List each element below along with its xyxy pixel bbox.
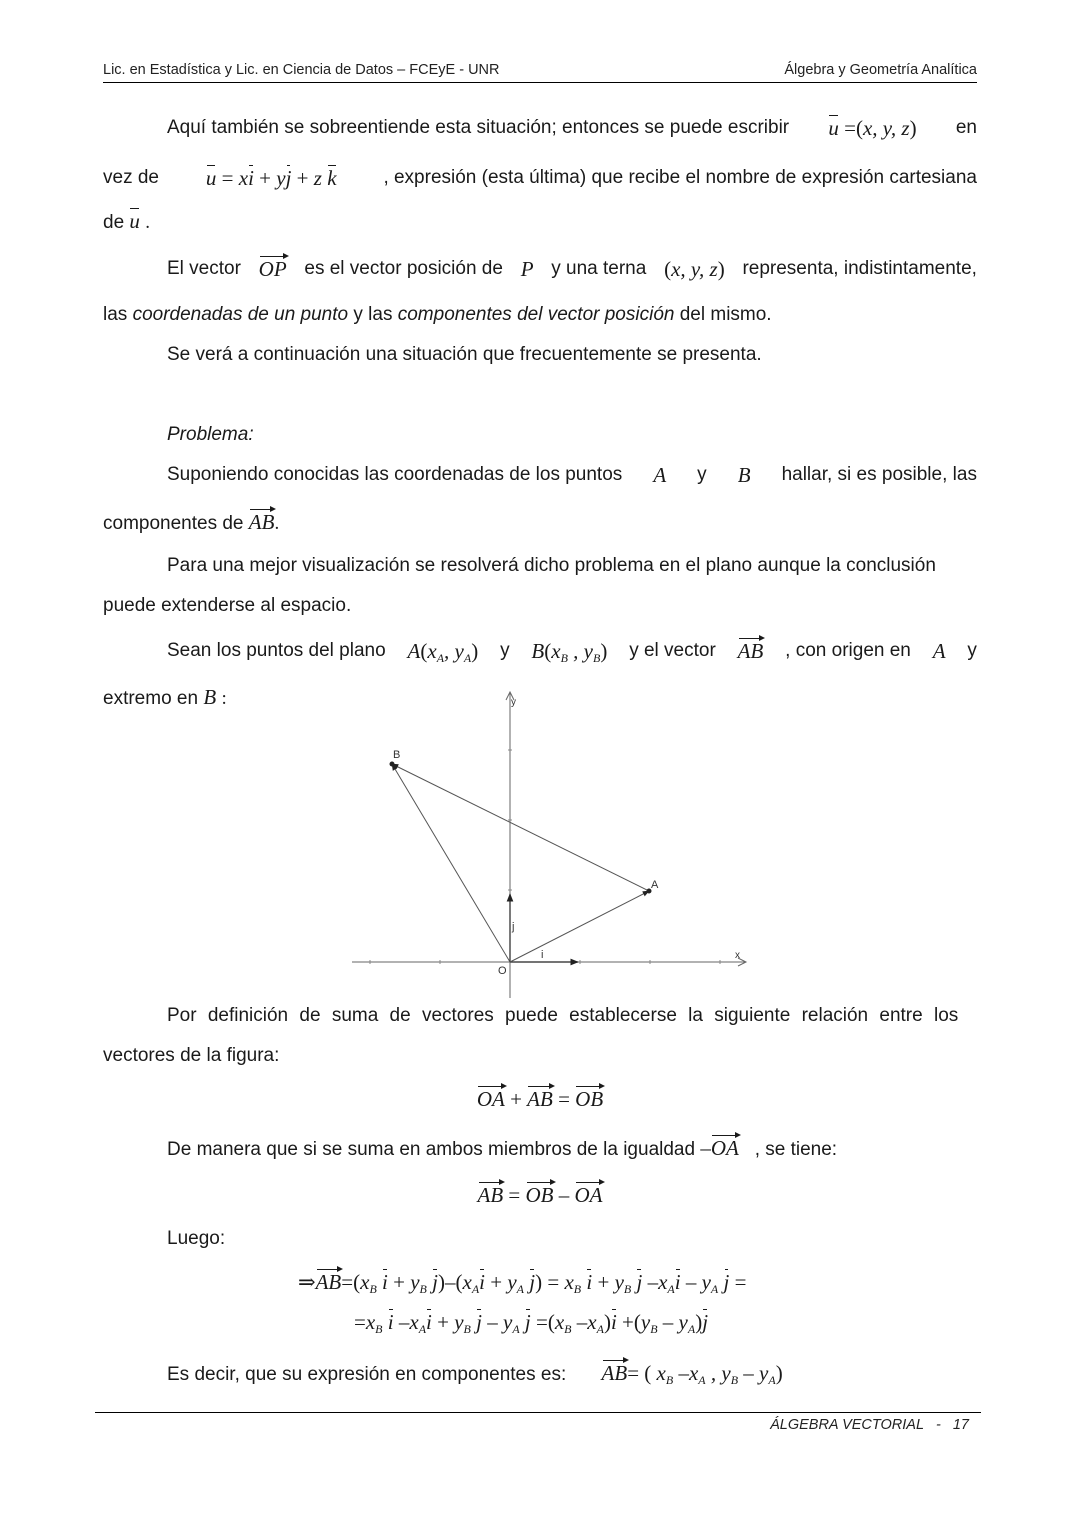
equation-sum: OA + AB = OB <box>476 1087 604 1111</box>
cartesian-expression: u = xi + yj + z k <box>205 166 337 190</box>
u-xyz-expression: u =(x, y, z) <box>828 116 917 140</box>
label-a: A <box>651 879 659 891</box>
label-j: j <box>512 921 515 933</box>
equation-expand-1: $\Rightarrow AB=(x_B$ $i + y_B$ $j)-(x_Ai + y_A$ $j) = x_B$ $i + y_B$ j $-x_Ai - y_A$ j = <box>298 1270 747 1296</box>
para-definition-1: Por definición de suma de vectores puede establecerse la siguiente relación entre los <box>167 1005 959 1026</box>
label-o: O <box>498 965 507 977</box>
header-right: Álgebra y Geometría Analítica <box>784 62 977 78</box>
para-2-line-2: las coordenadas de un punto y las componentes del vector posición del mismo. <box>103 304 772 325</box>
label-i: i <box>541 949 544 961</box>
para-1-line-2: vez de u = xi + yj + z k , expresión (esta última) que recibe el nombre de expresión cartesiana <box>103 166 977 190</box>
footer-separator: - <box>936 1417 941 1433</box>
problem-line-2: componentes de AB. <box>103 510 280 534</box>
para-components: Es decir, que su expresión en componentes es: AB= ( $x_B$ $-x_A$ , $y_B - y_A$) <box>167 1361 783 1387</box>
equation-difference: AB = OB – OA <box>477 1183 603 1207</box>
para-3: Se verá a continuación una situación que frecuentemente se presenta. <box>167 344 762 365</box>
luego-label: Luego: <box>167 1228 226 1249</box>
para-definition-2: vectores de la figura: <box>103 1045 280 1066</box>
vector-oa <box>510 891 649 962</box>
para-1-line-3: de u . <box>103 209 150 233</box>
footer-section: ÁLGEBRA VECTORIAL <box>770 1417 925 1433</box>
label-x: x <box>735 950 740 961</box>
vector-ab <box>392 764 649 891</box>
para-1-line-1: Aquí también se sobreentiende esta situación; entonces se puede escribir u =(x, y, z) en <box>167 116 977 140</box>
header-left: Lic. en Estadística y Lic. en Ciencia de Datos – FCEyE - UNR <box>103 62 500 78</box>
label-y: y <box>511 697 516 708</box>
equation-expand-2: $=x_B$ i $-x_Ai + y_B$ j – $y_A$ $j =(x_B$ $-x_A)i +(y_B - y_A)j$ <box>354 1310 709 1336</box>
page-header <box>103 62 977 83</box>
para-visualization-1: Para una mejor visualización se resolverá dicho problema en el plano aunque la conclusión <box>167 555 936 576</box>
para-subtract: De manera que si se suma en ambos miembros de la igualdad –OA , se tiene: <box>167 1136 838 1160</box>
problem-title: Problema: <box>167 424 254 445</box>
para-visualization-2: puede extenderse al espacio. <box>103 595 352 616</box>
label-b: B <box>393 749 401 761</box>
page-number: 17 <box>952 1417 969 1433</box>
page-footer <box>95 1412 981 1433</box>
para-2-line-1: El vector OP es el vector posición de P y una terna (x, y, z) representa, indistintamente, <box>167 257 977 281</box>
vector-figure <box>340 688 760 1000</box>
para-points-line-1: Sean los puntos del plano $A(x_A$, $y_A$) y $B(x_B$ , $y_B$) y el vector AB , con origen en A y <box>167 639 977 665</box>
problem-line-1: Suponiendo conocidas las coordenadas de los puntos A y B hallar, si es posible, las <box>167 463 977 487</box>
para-points-line-2: extremo en B : <box>103 685 227 709</box>
